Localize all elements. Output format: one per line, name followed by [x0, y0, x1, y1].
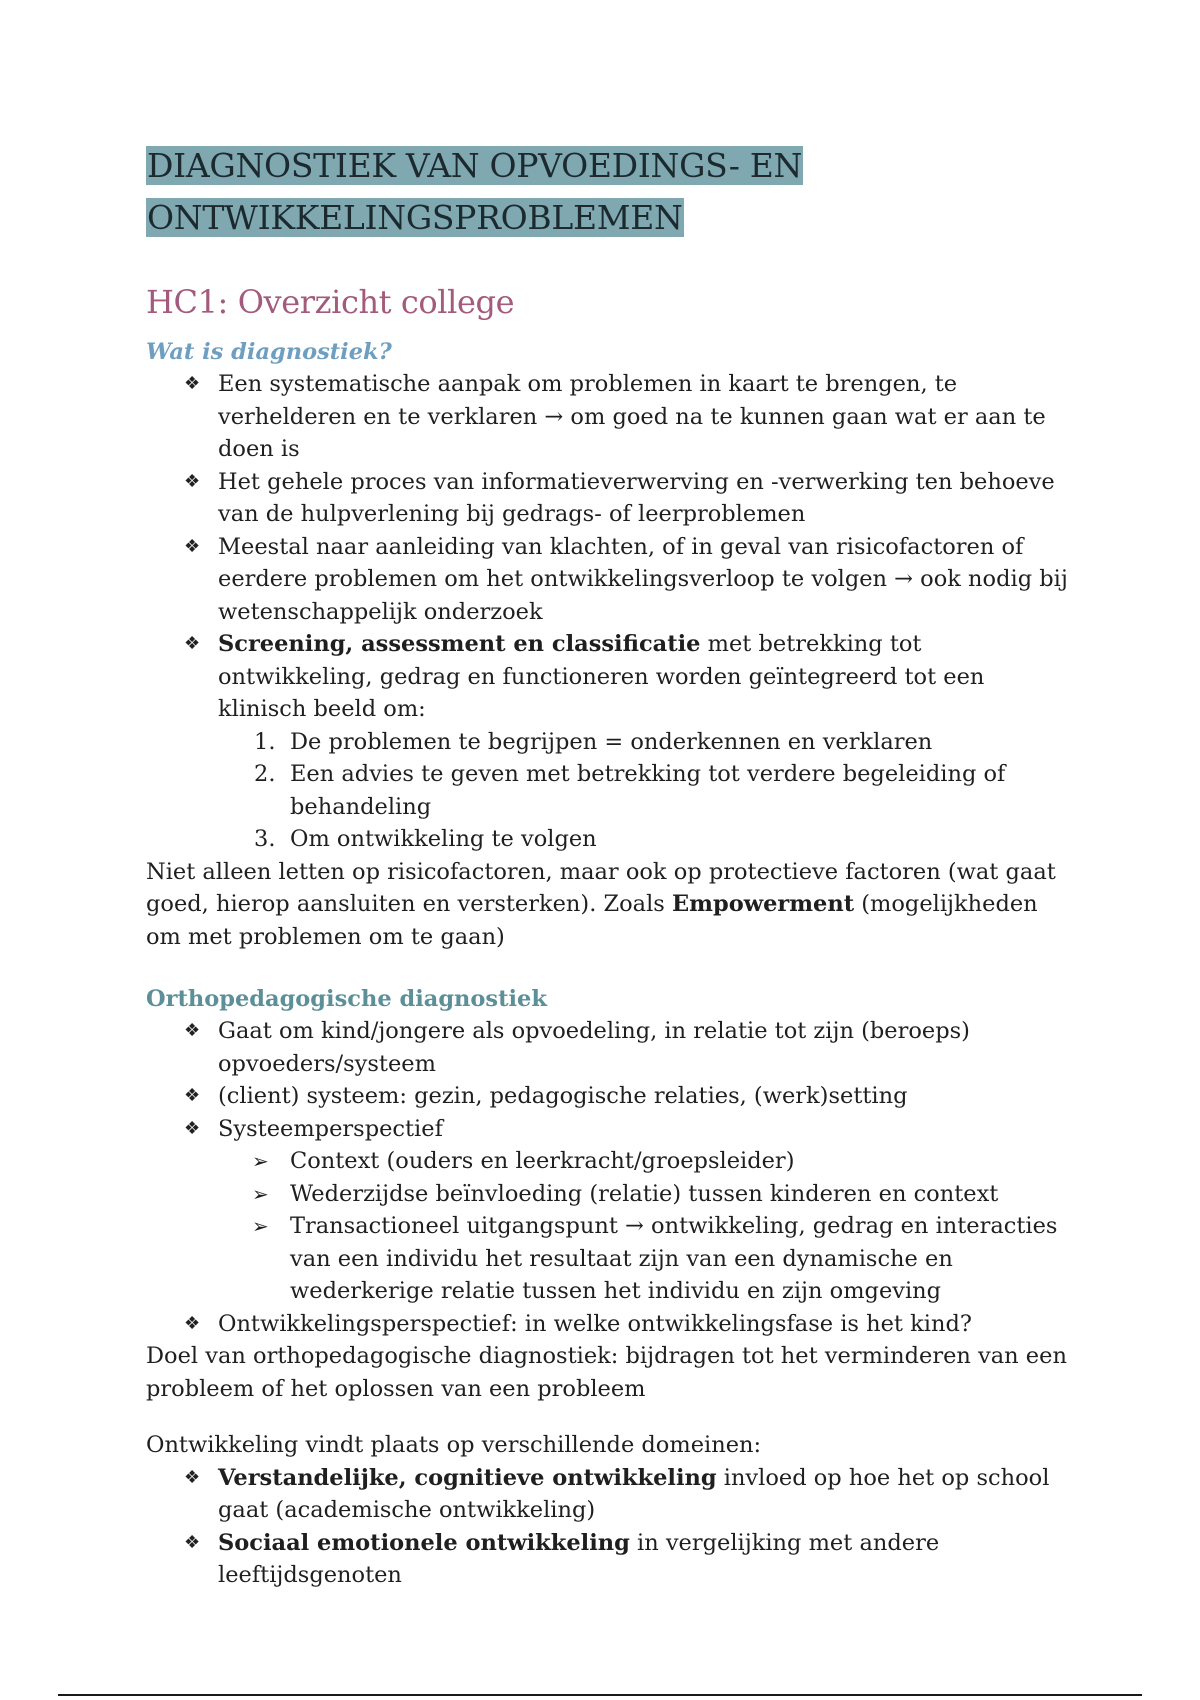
- empowerment-term: Empowerment: [672, 891, 855, 917]
- list-item-bold-text: Verstandelijke, cognitieve ontwikkeling: [218, 1464, 717, 1491]
- section2-closing-paragraph: Doel van orthopedagogische diagnostiek: bijdragen tot het verminderen van een probleem of het oplossen van een probleem: [146, 1343, 1067, 1402]
- diamond-bullet-icon: ❖: [184, 1312, 201, 1334]
- title-line-2: ONTWIKKELINGSPROBLEMEN: [147, 198, 683, 237]
- document-title: [146, 140, 1076, 244]
- list-item-text: met betrekking tot ontwikkeling, gedrag en functioneren worden geïntegreerd tot een klinisch beeld om:: [218, 631, 985, 722]
- list-item-text: Systeemperspectief: [218, 1115, 443, 1142]
- arrow-bullet-icon: ➢: [252, 1149, 269, 1173]
- numbered-item-text: Om ontwikkeling te volgen: [290, 826, 597, 852]
- list-item-text: Meestal naar aanleiding van klachten, of in geval van risicofactoren of eerdere problemen om het ontwikkelingsverloop te volgen → ook nodig bij wetenschappelijk onderzoek: [218, 533, 1068, 625]
- list-item-text: Het gehele proces van informatieverwerving en -verwerking ten behoeve van de hulpverlening bij gedrags- of leerproblemen: [218, 468, 1055, 527]
- item-number: 2.: [254, 761, 276, 787]
- section2-bullet-list: [146, 1015, 1076, 1340]
- numbered-item-text: De problemen te begrijpen = onderkennen en verklaren: [290, 728, 933, 755]
- item-number: 1.: [254, 728, 276, 755]
- list-item-text: in vergelijking met andere leeftijdsgenoten: [218, 1529, 940, 1588]
- diamond-bullet-icon: ❖: [184, 470, 201, 492]
- numbered-item: [218, 726, 1076, 759]
- section3-intro: Ontwikkeling vindt plaats op verschillende domeinen:: [146, 1432, 762, 1458]
- item-number: 3.: [254, 826, 276, 852]
- diamond-bullet-icon: ❖: [184, 1020, 201, 1041]
- list-item-text: Een systematische aanpak om problemen in kaart te brengen, te verhelderen en te verklaren → om goed na te kunnen gaan wat er aan te doen is: [218, 371, 1046, 462]
- diamond-bullet-icon: ❖: [184, 535, 201, 557]
- page-bottom-divider: [58, 1694, 1142, 1696]
- numbered-item: [218, 758, 1076, 823]
- sub-bullet-list: [218, 1145, 1076, 1308]
- sub-list-item-text: Transactioneel uitgangspunt → ontwikkeling, gedrag en interacties van een individu het resultaat zijn van een dynamische en wederkerige relatie tussen het individu en zijn omgeving: [290, 1213, 1058, 1304]
- list-item: [146, 1462, 1076, 1527]
- heading-hc1: HC1: Overzicht college: [146, 283, 515, 321]
- arrow-bullet-icon: ➢: [252, 1181, 269, 1206]
- list-item: [146, 1015, 1076, 1080]
- document-page: [146, 140, 1076, 1592]
- section-heading-orthopedagogische-diagnostiek: Orthopedagogische diagnostiek: [146, 986, 547, 1012]
- list-item: [146, 531, 1076, 629]
- diamond-bullet-icon: ❖: [184, 1085, 201, 1106]
- list-item: [146, 1113, 1076, 1308]
- list-item: [146, 1527, 1076, 1592]
- title-line-1: DIAGNOSTIEK VAN OPVOEDINGS- EN: [147, 146, 803, 185]
- list-item-bold-text: Screening, assessment en classificatie: [218, 631, 701, 657]
- section-heading-wat-is-diagnostiek: Wat is diagnostiek?: [146, 339, 392, 365]
- numbered-list: [218, 726, 1076, 856]
- section1-bullet-list: [146, 368, 1076, 856]
- diamond-bullet-icon: ❖: [184, 633, 201, 654]
- diamond-bullet-icon: ❖: [184, 1531, 201, 1553]
- diamond-bullet-icon: ❖: [184, 1466, 201, 1488]
- list-item-text: invloed op hoe het op school gaat (academische ontwikkeling): [218, 1464, 1050, 1523]
- sub-list-item-text: Wederzijdse beïnvloeding (relatie) tussen kinderen en context: [290, 1180, 999, 1207]
- list-item: [146, 466, 1076, 531]
- list-item-bold-text: Sociaal emotionele ontwikkeling: [218, 1529, 630, 1556]
- list-item: [146, 1080, 1076, 1113]
- numbered-item: [218, 823, 1076, 856]
- diamond-bullet-icon: ❖: [184, 1117, 201, 1139]
- section1-closing-paragraph: Niet alleen letten op risicofactoren, maar ook op protectieve factoren (wat gaat goed, hierop aansluiten en versterken). Zoals Empowerment (mogelijkheden om met problemen om te gaan): [146, 858, 1056, 950]
- list-item-text: (client) systeem: gezin, pedagogische relaties, (werk)setting: [218, 1083, 908, 1109]
- list-item: [146, 1308, 1076, 1341]
- sub-list-item: [218, 1145, 1076, 1178]
- sub-list-item-text: Context (ouders en leerkracht/groepsleider): [290, 1148, 795, 1174]
- list-item: [146, 628, 1076, 856]
- diamond-bullet-icon: ❖: [184, 373, 201, 394]
- sub-list-item: [218, 1210, 1076, 1308]
- list-item-text: Gaat om kind/jongere als opvoedeling, in relatie tot zijn (beroeps) opvoeders/systeem: [218, 1018, 970, 1077]
- section3-bullet-list: [146, 1462, 1076, 1592]
- list-item-text: Ontwikkelingsperspectief: in welke ontwikkelingsfase is het kind?: [218, 1310, 972, 1337]
- arrow-bullet-icon: ➢: [252, 1214, 269, 1238]
- list-item: [146, 368, 1076, 466]
- numbered-item-text: Een advies te geven met betrekking tot verdere begeleiding of behandeling: [290, 761, 1006, 820]
- sub-list-item: [218, 1178, 1076, 1211]
